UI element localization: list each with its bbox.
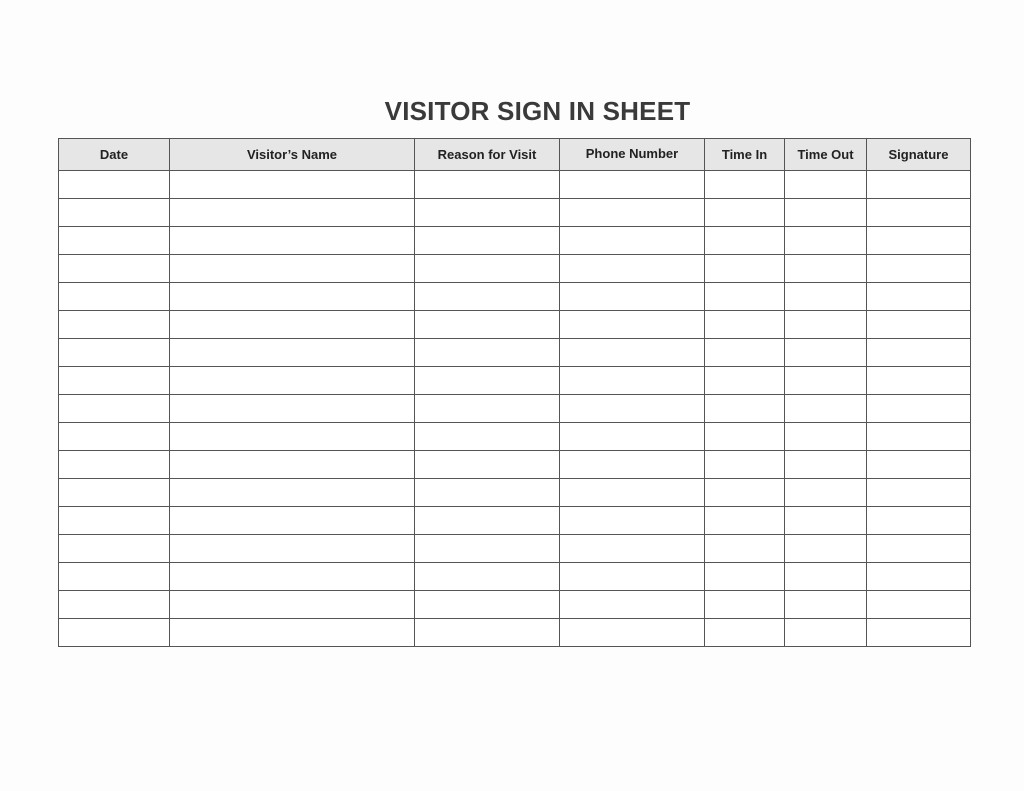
cell-visitor-name[interactable]	[170, 591, 415, 619]
cell-signature[interactable]	[867, 563, 971, 591]
cell-phone-number[interactable]	[560, 591, 705, 619]
cell-reason-for-visit[interactable]	[415, 199, 560, 227]
cell-time-out[interactable]	[785, 171, 867, 199]
cell-signature[interactable]	[867, 199, 971, 227]
cell-phone-number[interactable]	[560, 283, 705, 311]
table-row	[59, 451, 971, 479]
cell-reason-for-visit[interactable]	[415, 311, 560, 339]
cell-signature[interactable]	[867, 395, 971, 423]
table-header-row	[59, 139, 971, 171]
cell-signature[interactable]	[867, 283, 971, 311]
cell-date[interactable]	[59, 367, 170, 395]
table-row	[59, 283, 971, 311]
cell-visitor-name[interactable]	[170, 199, 415, 227]
cell-date[interactable]	[59, 451, 170, 479]
cell-time-in[interactable]	[705, 451, 785, 479]
cell-reason-for-visit[interactable]	[415, 395, 560, 423]
cell-signature[interactable]	[867, 311, 971, 339]
cell-date[interactable]	[59, 479, 170, 507]
cell-visitor-name[interactable]	[170, 479, 415, 507]
cell-signature[interactable]	[867, 479, 971, 507]
cell-time-out[interactable]	[785, 339, 867, 367]
cell-time-in[interactable]	[705, 423, 785, 451]
cell-reason-for-visit[interactable]	[415, 451, 560, 479]
table-row	[59, 423, 971, 451]
cell-time-in[interactable]	[705, 339, 785, 367]
table-row	[59, 171, 971, 199]
cell-phone-number[interactable]	[560, 367, 705, 395]
cell-visitor-name[interactable]	[170, 535, 415, 563]
cell-date[interactable]	[59, 339, 170, 367]
cell-signature[interactable]	[867, 535, 971, 563]
table-row	[59, 591, 971, 619]
cell-time-out[interactable]	[785, 199, 867, 227]
cell-visitor-name[interactable]	[170, 395, 415, 423]
cell-date[interactable]	[59, 423, 170, 451]
table-row	[59, 507, 971, 535]
table-row	[59, 395, 971, 423]
cell-phone-number[interactable]	[560, 451, 705, 479]
cell-time-in[interactable]	[705, 255, 785, 283]
table-row	[59, 227, 971, 255]
cell-time-in[interactable]	[705, 619, 785, 647]
cell-visitor-name[interactable]	[170, 339, 415, 367]
cell-phone-number[interactable]	[560, 255, 705, 283]
page-title: VISITOR SIGN IN SHEET	[384, 96, 691, 126]
table-row	[59, 199, 971, 227]
cell-time-out[interactable]	[785, 255, 867, 283]
cell-signature[interactable]	[867, 423, 971, 451]
cell-signature[interactable]	[867, 171, 971, 199]
cell-time-out[interactable]	[785, 591, 867, 619]
cell-time-in[interactable]	[705, 199, 785, 227]
cell-date[interactable]	[59, 199, 170, 227]
cell-date[interactable]	[59, 255, 170, 283]
table-row	[59, 619, 971, 647]
cell-visitor-name[interactable]	[170, 563, 415, 591]
cell-reason-for-visit[interactable]	[415, 227, 560, 255]
cell-reason-for-visit[interactable]	[415, 535, 560, 563]
cell-phone-number[interactable]	[560, 171, 705, 199]
cell-reason-for-visit[interactable]	[415, 339, 560, 367]
cell-phone-number[interactable]	[560, 619, 705, 647]
cell-date[interactable]	[59, 563, 170, 591]
cell-date[interactable]	[59, 171, 170, 199]
cell-time-out[interactable]	[785, 563, 867, 591]
cell-reason-for-visit[interactable]	[415, 283, 560, 311]
cell-phone-number[interactable]	[560, 507, 705, 535]
cell-phone-number[interactable]	[560, 395, 705, 423]
cell-date[interactable]	[59, 619, 170, 647]
cell-signature[interactable]	[867, 255, 971, 283]
cell-time-out[interactable]	[785, 227, 867, 255]
cell-time-in[interactable]	[705, 227, 785, 255]
cell-visitor-name[interactable]	[170, 367, 415, 395]
cell-time-out[interactable]	[785, 283, 867, 311]
cell-time-in[interactable]	[705, 395, 785, 423]
cell-signature[interactable]	[867, 339, 971, 367]
cell-reason-for-visit[interactable]	[415, 619, 560, 647]
cell-visitor-name[interactable]	[170, 619, 415, 647]
cell-time-in[interactable]	[705, 591, 785, 619]
cell-phone-number[interactable]	[560, 563, 705, 591]
cell-time-in[interactable]	[705, 563, 785, 591]
cell-visitor-name[interactable]	[170, 311, 415, 339]
column-header-time-in: Time In	[705, 139, 785, 171]
cell-time-out[interactable]	[785, 423, 867, 451]
cell-reason-for-visit[interactable]	[415, 507, 560, 535]
cell-signature[interactable]	[867, 591, 971, 619]
cell-phone-number[interactable]	[560, 339, 705, 367]
cell-date[interactable]	[59, 311, 170, 339]
cell-time-out[interactable]	[785, 619, 867, 647]
cell-signature[interactable]	[867, 507, 971, 535]
cell-visitor-name[interactable]	[170, 255, 415, 283]
cell-date[interactable]	[59, 395, 170, 423]
cell-date[interactable]	[59, 227, 170, 255]
cell-time-out[interactable]	[785, 507, 867, 535]
cell-time-in[interactable]	[705, 171, 785, 199]
cell-signature[interactable]	[867, 619, 971, 647]
cell-visitor-name[interactable]	[170, 451, 415, 479]
cell-reason-for-visit[interactable]	[415, 563, 560, 591]
cell-visitor-name[interactable]	[170, 171, 415, 199]
cell-reason-for-visit[interactable]	[415, 255, 560, 283]
table-row	[59, 339, 971, 367]
cell-time-in[interactable]	[705, 311, 785, 339]
table-row	[59, 311, 971, 339]
cell-reason-for-visit[interactable]	[415, 479, 560, 507]
cell-visitor-name[interactable]	[170, 507, 415, 535]
cell-signature[interactable]	[867, 367, 971, 395]
cell-phone-number[interactable]	[560, 535, 705, 563]
table-row	[59, 367, 971, 395]
table-row	[59, 479, 971, 507]
cell-visitor-name[interactable]	[170, 227, 415, 255]
cell-reason-for-visit[interactable]	[415, 171, 560, 199]
cell-time-out[interactable]	[785, 535, 867, 563]
cell-time-out[interactable]	[785, 451, 867, 479]
column-header-time-out: Time Out	[785, 139, 867, 171]
cell-time-out[interactable]	[785, 479, 867, 507]
cell-time-in[interactable]	[705, 283, 785, 311]
cell-time-out[interactable]	[785, 311, 867, 339]
cell-reason-for-visit[interactable]	[415, 591, 560, 619]
cell-time-in[interactable]	[705, 535, 785, 563]
table-row	[59, 563, 971, 591]
cell-time-in[interactable]	[705, 367, 785, 395]
cell-phone-number[interactable]	[560, 423, 705, 451]
cell-date[interactable]	[59, 283, 170, 311]
cell-visitor-name[interactable]	[170, 283, 415, 311]
cell-signature[interactable]	[867, 227, 971, 255]
cell-signature[interactable]	[867, 451, 971, 479]
cell-date[interactable]	[59, 535, 170, 563]
cell-date[interactable]	[59, 591, 170, 619]
cell-phone-number[interactable]	[560, 311, 705, 339]
cell-phone-number[interactable]	[560, 479, 705, 507]
column-header-visitor-name: Visitor’s Name	[170, 139, 415, 171]
table-row	[59, 255, 971, 283]
cell-time-out[interactable]	[785, 367, 867, 395]
visitor-log-table	[58, 138, 971, 647]
table-row	[59, 535, 971, 563]
cell-phone-number[interactable]	[560, 199, 705, 227]
cell-reason-for-visit[interactable]	[415, 423, 560, 451]
column-header-reason-for-visit: Reason for Visit	[415, 139, 560, 171]
cell-time-in[interactable]	[705, 507, 785, 535]
column-header-phone-number: Phone Number	[560, 139, 705, 171]
cell-time-out[interactable]	[785, 395, 867, 423]
column-header-date: Date	[59, 139, 170, 171]
cell-phone-number[interactable]	[560, 227, 705, 255]
cell-reason-for-visit[interactable]	[415, 367, 560, 395]
column-header-signature: Signature	[867, 139, 971, 171]
cell-visitor-name[interactable]	[170, 423, 415, 451]
cell-date[interactable]	[59, 507, 170, 535]
cell-time-in[interactable]	[705, 479, 785, 507]
